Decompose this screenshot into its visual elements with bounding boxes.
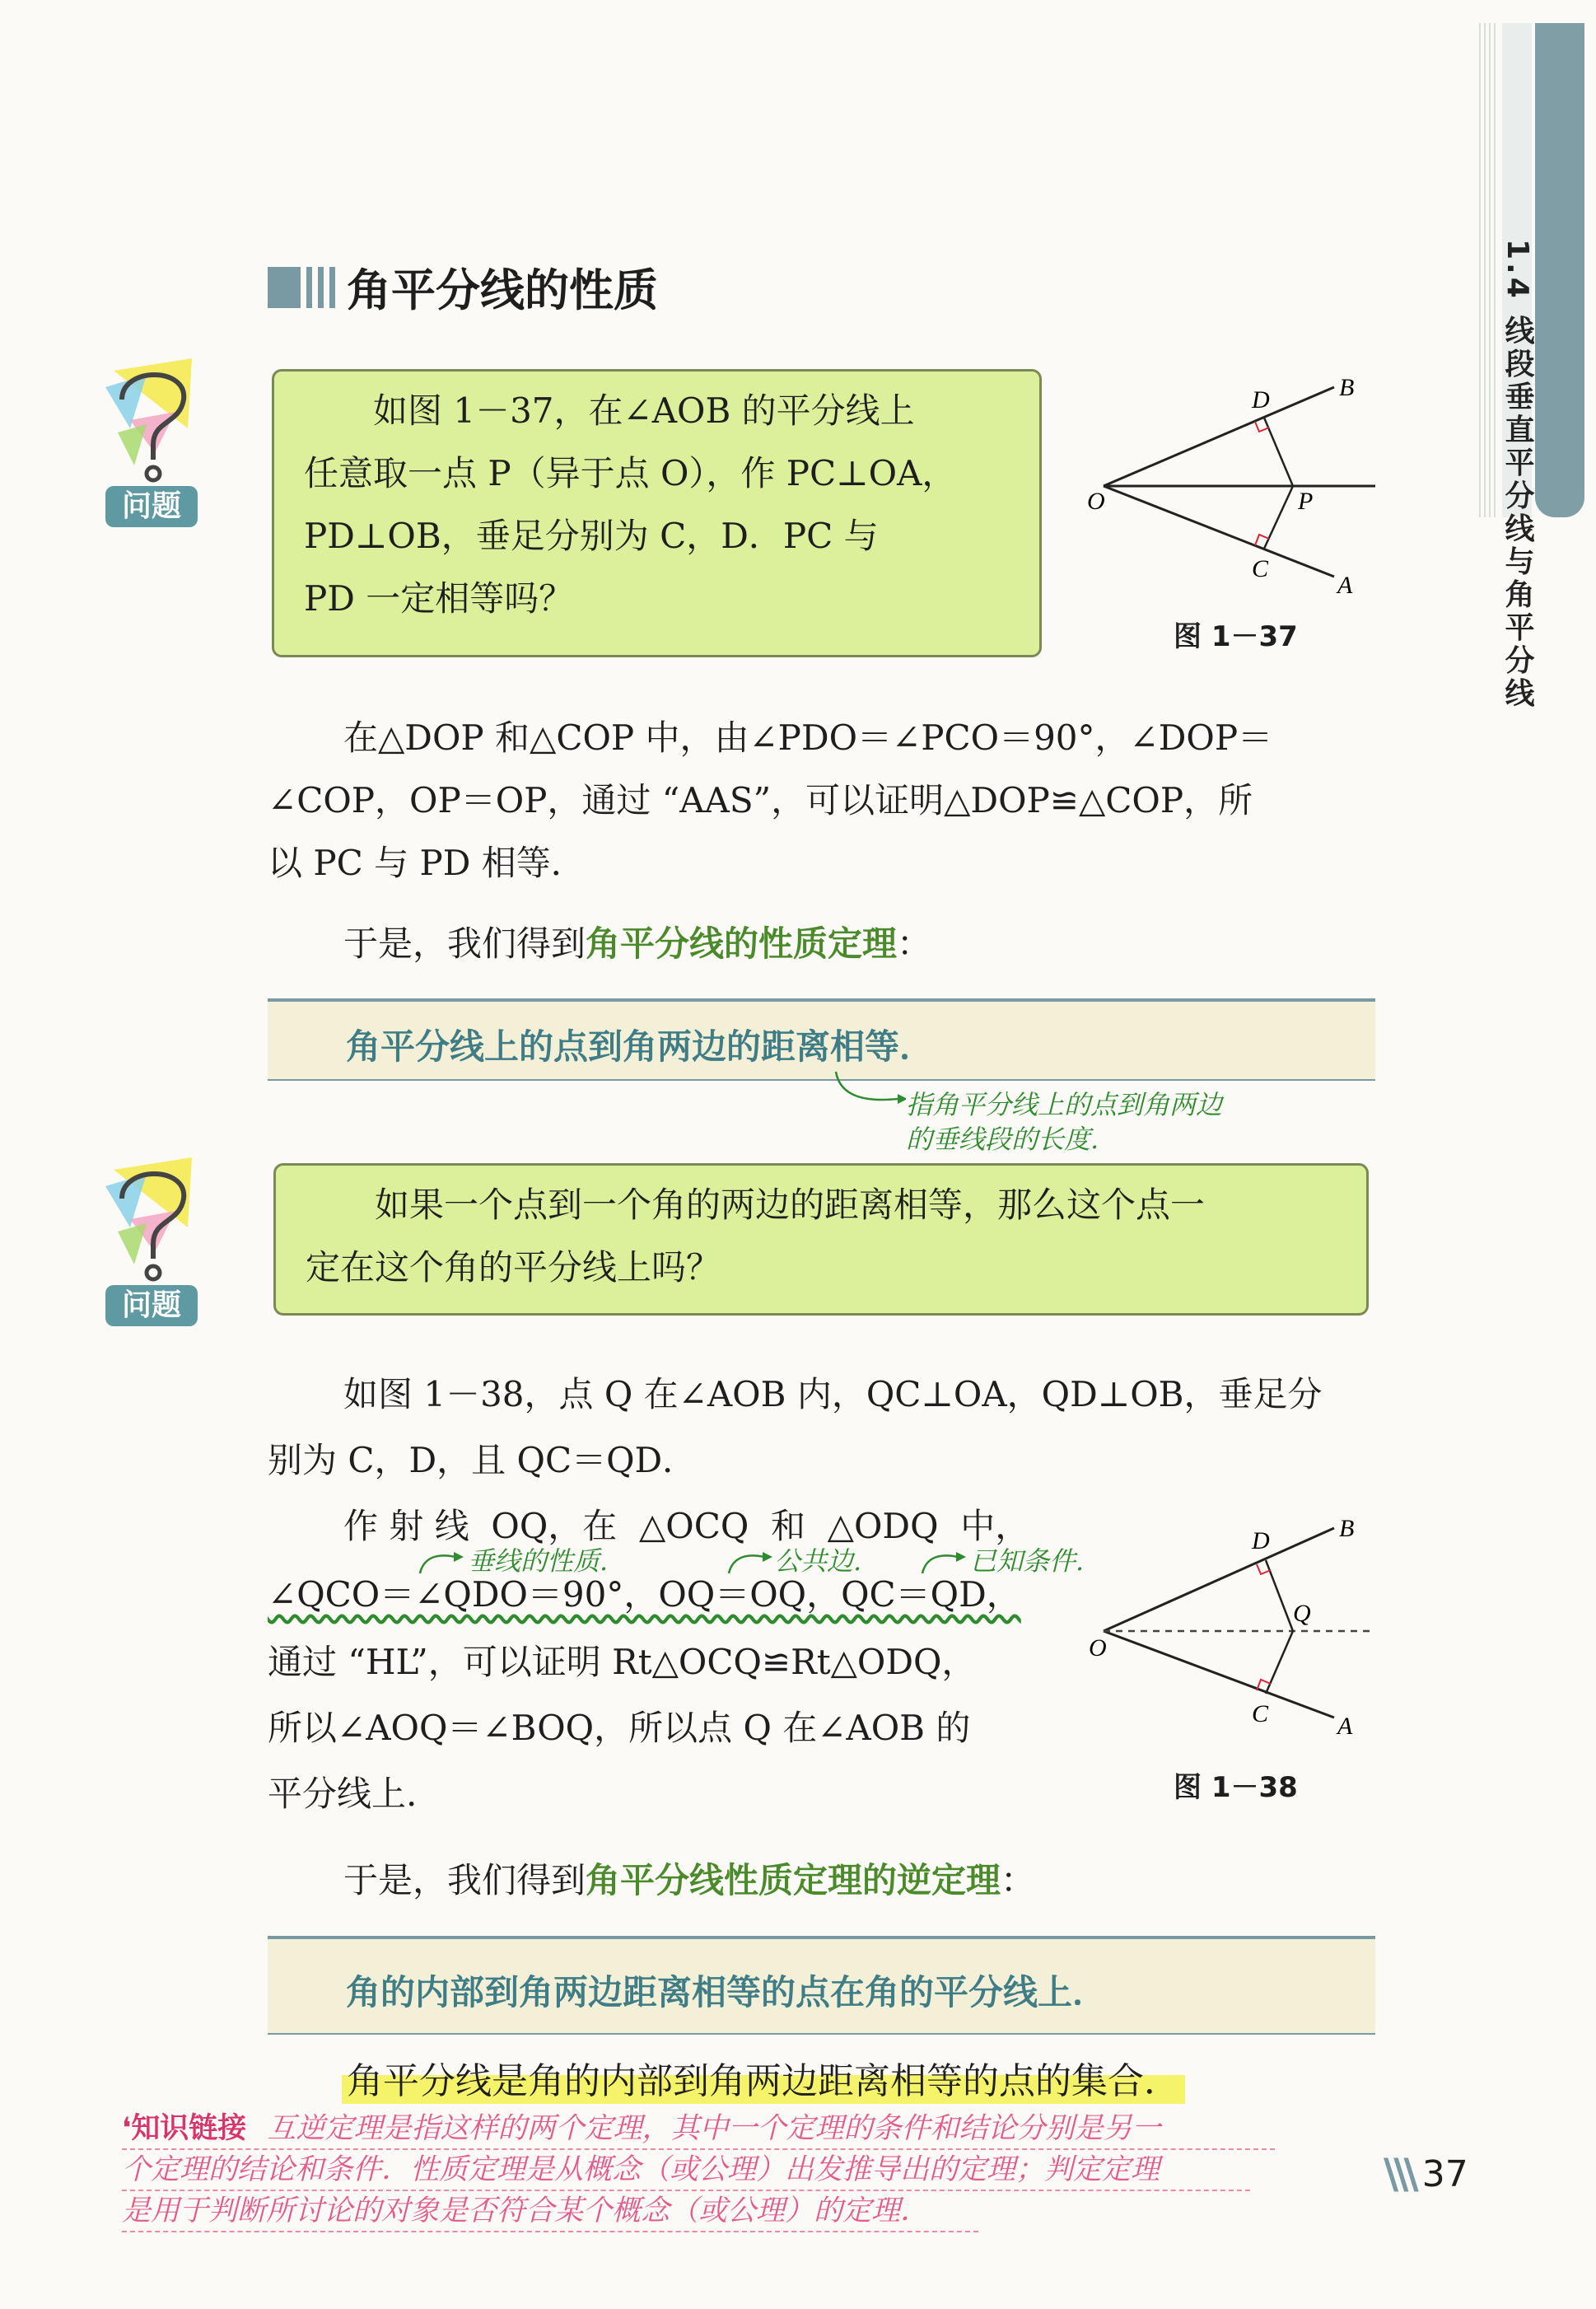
figure-1-38-caption: 图 1－38 (1174, 1771, 1298, 1804)
fig1-label-o: O (1087, 488, 1105, 515)
pen-mark-icon: ❛ (122, 2112, 132, 2145)
fig2-label-q: Q (1293, 1600, 1311, 1627)
note-1-line-2: 的垂线段的长度. (906, 1124, 1099, 1155)
figure-1-37 (1071, 371, 1384, 610)
fig1-label-a: A (1337, 572, 1353, 599)
fig2-label-d: D (1252, 1527, 1270, 1554)
fig2-label-c: C (1252, 1700, 1269, 1727)
proof2-line-4: ∠QCO＝∠QDO＝90°，OQ＝OQ，QC＝QD， (268, 1574, 1021, 1615)
summary-highlight: 角平分线是角的内部到角两边距离相等的点的集合． (342, 2051, 1185, 2104)
fig1-label-p: P (1298, 488, 1314, 515)
proof1-line-2: ∠COP，OP＝OP，通过 “AAS”，可以证明△DOP≌△COP，所 (268, 780, 1253, 820)
theorem-2: 角的内部到角两边距离相等的点在角的平分线上． (346, 1972, 1108, 2012)
page-number: 37 (1421, 2152, 1468, 2195)
knowledge-link (122, 2109, 1275, 2232)
ann-common: 公共边. (774, 1545, 862, 1577)
proof2-line-6: 所以∠AOQ＝∠BOQ，所以点 Q 在∠AOB 的 (268, 1708, 971, 1748)
lead-1 (343, 913, 931, 975)
question-box-1 (272, 369, 1042, 657)
page-slashes-icon: \\\ (1384, 2150, 1414, 2198)
chapter-tab (1535, 23, 1584, 517)
figure-1-37-caption: 图 1－37 (1174, 620, 1298, 653)
fig1-label-d: D (1252, 386, 1270, 414)
note-arrow-1-icon (832, 1068, 906, 1109)
lead-1-prefix: 于是，我们得到 (343, 923, 586, 964)
knowledge-link-line-1 (122, 2109, 1275, 2150)
ann-known: 已知条件. (970, 1545, 1085, 1577)
fig2-label-o: O (1089, 1634, 1107, 1662)
fig1-label-c: C (1252, 555, 1269, 582)
question-badge: 问题 (105, 486, 198, 527)
knowledge-link-line-2: 个定理的结论和条件．性质定理是从概念（或公理）出发推导出的定理；判定定理 (122, 2150, 1250, 2191)
lead-2 (343, 1849, 1035, 1912)
knowledge-link-tag: 知识链接 (131, 2112, 247, 2145)
proof2-line-2: 别为 C，D，且 QC＝QD． (268, 1440, 698, 1480)
heading-mark-icon (268, 267, 335, 308)
question-box-2 (273, 1163, 1369, 1316)
lead-2-emph: 角平分线性质定理的逆定理 (586, 1860, 1001, 1900)
theorem-band-2 (268, 1936, 1375, 2035)
chapter-label: 1.4 线段垂直平分线与角平分线 (1500, 239, 1534, 711)
question-badge: 问题 (105, 1285, 198, 1326)
lead-1-suffix: ： (897, 923, 932, 964)
question-icon (97, 354, 204, 544)
proof1-line-3: 以 PC 与 PD 相等． (268, 843, 586, 883)
section-heading (268, 255, 658, 319)
q1-line-4: PD 一定相等吗？ (304, 578, 574, 619)
note-1-line-1: 指角平分线上的点到角两边 (906, 1089, 1223, 1120)
knowledge-link-line-3: 是用于判断所讨论的对象是否符合某个概念（或公理）的定理． (122, 2191, 978, 2232)
lead-2-prefix: 于是，我们得到 (343, 1860, 586, 1900)
proof2-line-7: 平分线上. (268, 1774, 418, 1814)
q1-line-1: 如图 1－37，在∠AOB 的平分线上 (373, 390, 915, 431)
fig1-label-b: B (1339, 374, 1355, 401)
proof2-line-1: 如图 1－38，点 Q 在∠AOB 内，QC⊥OA，QD⊥OB，垂足分 (343, 1374, 1323, 1414)
figure-1-38 (1071, 1507, 1384, 1746)
fig2-label-b: B (1339, 1515, 1355, 1542)
proof1-line-1: 在△DOP 和△COP 中，由∠PDO＝∠PCO＝90°，∠DOP＝ (343, 717, 1273, 758)
q1-line-2: 任意取一点 P（异于点 O），作 PC⊥OA， (304, 453, 957, 493)
ann-perp: 垂线的性质. (468, 1545, 609, 1577)
q2-line-1: 如果一个点到一个角的两边的距离相等，那么这个点一 (375, 1185, 1206, 1225)
proof2-line-5: 通过 “HL”，可以证明 Rt△OCQ≌Rt△ODQ， (268, 1642, 977, 1682)
knowledge-link-text-1: 互逆定理是指这样的两个定理，其中一个定理的条件和结论分别是另一 (267, 2112, 1161, 2145)
proof2-line-3: 作 射 线 OQ，在 △OCQ 和 △ODQ 中， (343, 1506, 1030, 1546)
theorem-1: 角平分线上的点到角两边的距离相等． (346, 1026, 935, 1067)
theorem-band-1 (268, 998, 1375, 1081)
lead-1-emph: 角平分线的性质定理 (586, 923, 898, 964)
side-decoration (1479, 23, 1497, 517)
page-number-group (1384, 2150, 1468, 2198)
q1-line-3: PD⊥OB，垂足分别为 C，D．PC 与 (304, 516, 879, 556)
section-title: 角平分线的性质 (347, 264, 658, 316)
fig2-label-a: A (1337, 1713, 1353, 1740)
q2-line-2: 定在这个角的平分线上吗？ (306, 1247, 721, 1288)
question-icon (97, 1153, 204, 1343)
lead-2-suffix: ： (1001, 1860, 1036, 1900)
